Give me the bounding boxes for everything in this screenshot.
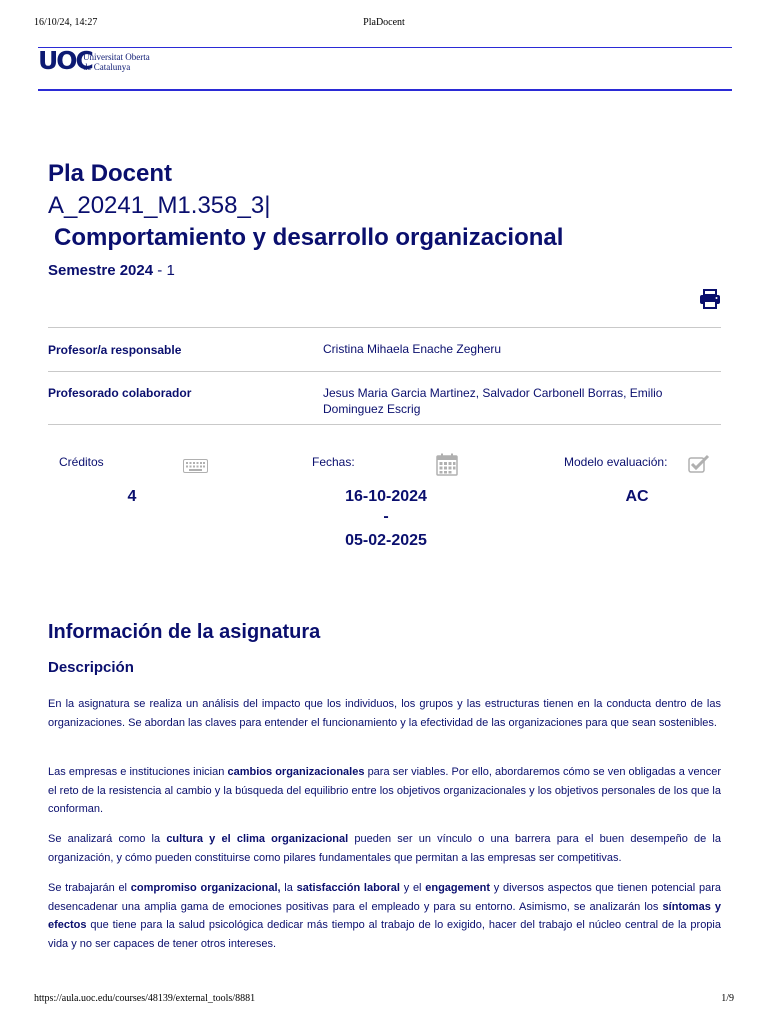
page-title-block [48,158,563,254]
print-footer [34,993,734,1007]
highlight-term: compromiso organizacional, [130,882,281,894]
text-run: Se analizará como la [48,833,167,845]
semester [48,262,175,279]
printer-icon[interactable] [699,289,721,309]
text-run: la [280,882,297,894]
brand-top-rule [38,47,732,48]
semester-label: Semestre 2024 [48,262,154,279]
brand-name-line2: de Catalunya [83,62,131,72]
evaluation-value: AC [625,488,649,505]
text-run: y el [399,882,426,894]
print-date: 16/10/24, 14:27 [34,17,98,28]
text-run: para ser viables. Por ello, abordaremos cómo se ven obligadas a vencer el reto de la resistencia al cambio y la búsqueda del equilibrio entre los objetivos organizacionales y los objetivos personales de los que la conforman. [48,766,722,815]
brand-bar [38,45,732,90]
section-subheading: Descripción [48,659,134,676]
text-run: Las empresas e instituciones inician [48,766,228,778]
responsible-label: Profesor/a responsable [48,343,182,357]
highlight-term: cambios organizacionales [227,766,365,778]
brand-bottom-rule [38,89,732,91]
course-code-text: A_20241_M1.358_3 [48,192,265,219]
course-name: Comportamiento y desarrollo organizacional [54,224,564,251]
text-run: pueden ser un vínculo o una barrera para el buen desempeño de la organización, y cómo pueden constituirse como pilares fundamentales que permitan a las empresas ser competitivas. [48,833,721,864]
date-start: 16-10-2024 [345,488,427,505]
semester-sep: - [153,262,167,279]
uoc-logo[interactable]: UOC [38,46,92,75]
collaborators-value: Jesus Maria Garcia Martinez, Salvador Carbonell Borras, Emilio Dominguez Escrig [323,386,663,416]
description-paragraph [48,763,721,819]
responsible-value: Cristina Mihaela Enache Zegheru [323,342,502,356]
evaluation-label: Modelo evaluación: [564,455,668,469]
collaborators-label: Profesorado colaborador [48,386,192,400]
text-run: que tiene para la salud psicológica dedicar más tiempo al trabajo de lo exigido, hacer del trabajo el núcleo central de la propia vida y no ser capaces de tener otros intereses. [48,919,721,950]
keyboard-icon [183,459,208,473]
highlight-term: engagement [425,882,491,894]
highlight-term: cultura y el clima organizacional [166,833,349,845]
dates-label: Fechas: [312,455,355,469]
page-url: https://aula.uoc.edu/courses/48139/external_tools/8881 [34,993,256,1004]
page-number: 1/9 [721,993,734,1004]
course-code [48,190,563,222]
divider [48,424,721,425]
page-title: Pla Docent [48,160,173,187]
description-paragraph: En la asignatura se realiza un análisis del impacto que los individuos, los grupos y las estructuras tienen en la conducta dentro de las organizaciones. Se abordan las claves para entender el funcionamiento y la efectividad de las organizaciones para que sean sostenibles. [48,698,721,729]
calendar-icon [436,453,458,476]
brand-name-line1: Universitat Oberta [83,52,150,62]
divider [48,371,721,372]
semester-number: 1 [166,262,175,279]
description-paragraph [48,830,721,867]
highlight-term: síntomas y efectos [48,900,721,931]
highlight-term: satisfacción laboral [296,882,400,894]
date-end: 05-02-2025 [345,532,427,549]
text-run: y diversos aspectos que tienen potencial para desencadenar una amplia gama de emociones positivas para el empleado y para su entorno. Asimismo, se analizarán los [48,882,721,913]
text-run: Se trabajarán el [48,882,131,894]
description-paragraph [48,879,721,953]
uoc-logo-text [83,52,150,72]
checkbox-icon [688,454,710,474]
divider [48,327,721,328]
print-title: PlaDocent [363,17,405,28]
date-separator: - [383,508,389,525]
credits-label: Créditos [59,455,104,469]
print-header [34,17,734,31]
credits-value: 4 [127,488,137,505]
course-code-suffix: | [264,192,271,219]
section-heading: Información de la asignatura [48,621,321,643]
